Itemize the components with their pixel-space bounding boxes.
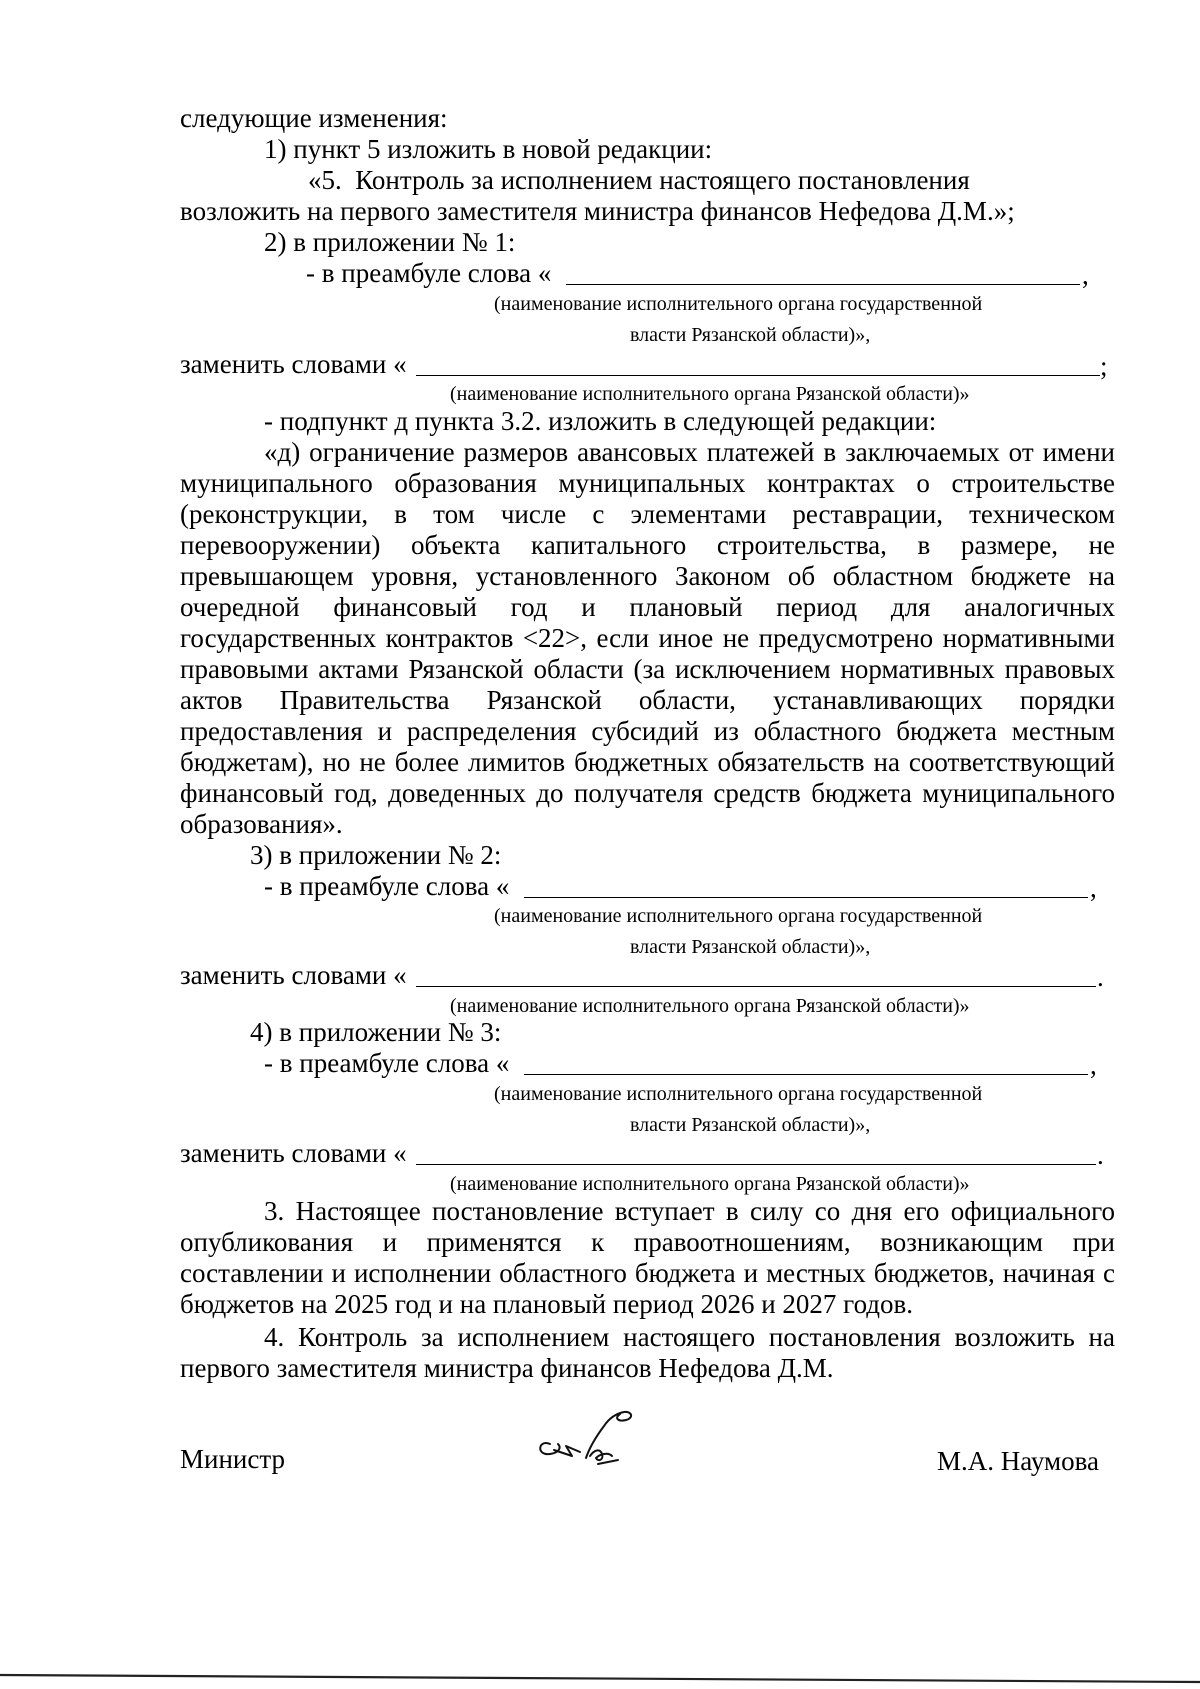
caption-exec-1: (наименование исполнительного органа Рязанской области)»	[450, 383, 970, 405]
preamble-2-comma: ,	[1090, 873, 1097, 903]
signatory-position: Министр	[180, 1444, 285, 1474]
caption-gov-3-line-1: (наименование исполнительного органа государственной	[494, 1083, 983, 1105]
caption-gov-3-line-2: власти Рязанской области)»,	[630, 1114, 871, 1136]
preamble-3-label: - в преамбуле слова «	[264, 1048, 510, 1078]
replace-2-dot: .	[1097, 962, 1104, 992]
preamble-3-comma: ,	[1090, 1050, 1097, 1080]
replace-3-dot: .	[1097, 1140, 1104, 1170]
caption-gov-1-line-1: (наименование исполнительного органа государственной	[494, 293, 983, 315]
handwritten-signature	[528, 1406, 658, 1486]
subpoint-d-heading: - подпункт д пункта 3.2. изложить в следующей редакции:	[264, 406, 937, 436]
caption-gov-1-line-2: власти Рязанской области)»,	[630, 324, 871, 346]
preamble-1-label: - в преамбуле слова «	[306, 258, 552, 288]
item-1-heading: 1) пункт 5 изложить в новой редакции:	[264, 134, 713, 164]
subpoint-d-text: «д) ограничение размеров авансовых платежей в заключаемых от имени муниципального образования муниципальных контрактах о строительстве (реконструкции, в том числе с элементами реставрации, техническом перевооружении) объекта капитального строительства, в размере, не превышающем уровня, установленного Законом об областном бюджете на очередной финансовый год и плановый период для аналогичных государственных контрактов <22>, если иное не предусмотрено нормативными правовыми актами Рязанской области (за исключением нормативных правовых актов Правительства Рязанской области, устанавливающих порядки предоставления и распределения субсидий из областного бюджета местным бюджетам), но не более лимитов бюджетных обязательств на соответствующий финансовый год, доведенных до получателя средств бюджета муниципального образования».	[180, 437, 1115, 839]
replace-3-blank-line	[416, 1164, 1096, 1165]
preamble-3-blank-line	[524, 1074, 1088, 1075]
replace-2-label: заменить словами «	[180, 960, 407, 990]
scan-border-line	[0, 1672, 1200, 1686]
signatory-name: М.А. Наумова	[937, 1446, 1099, 1476]
caption-exec-2: (наименование исполнительного органа Рязанской области)»	[450, 995, 970, 1017]
replace-2-blank-line	[416, 986, 1096, 987]
replace-3-label: заменить словами «	[180, 1138, 407, 1168]
caption-exec-3: (наименование исполнительного органа Рязанской области)»	[450, 1173, 970, 1195]
intro-line: следующие изменения:	[180, 103, 448, 133]
item-3-heading: 3) в приложении № 2:	[250, 840, 502, 870]
item-1-quote-line-1: «5. Контроль за исполнением настоящего постановления	[308, 165, 970, 195]
preamble-2-blank-line	[524, 897, 1088, 898]
caption-gov-2-line-1: (наименование исполнительного органа государственной	[494, 905, 983, 927]
paragraph-3: 3. Настоящее постановление вступает в силу со дня его официального опубликования и применятся к правоотношениям, возникающим при составлении и исполнении областного бюджета и местных бюджетов, начиная с бюджетов на 2025 год и на плановый период 2026 и 2027 годов.	[180, 1196, 1115, 1319]
replace-1-semicolon: ;	[1100, 351, 1108, 381]
preamble-1-comma: ,	[1082, 260, 1089, 290]
replace-1-label: заменить словами «	[180, 349, 407, 379]
replace-1-blank-line	[416, 375, 1100, 376]
caption-gov-2-line-2: власти Рязанской области)»,	[630, 936, 871, 958]
item-4-heading: 4) в приложении № 3:	[250, 1017, 502, 1047]
item-1-quote-line-2: возложить на первого заместителя министра финансов Нефедова Д.М.»;	[180, 196, 1015, 226]
preamble-2-label: - в преамбуле слова «	[264, 871, 510, 901]
paragraph-4: 4. Контроль за исполнением настоящего постановления возложить на первого заместителя министра финансов Нефедова Д.М.	[180, 1322, 1115, 1383]
item-2-heading: 2) в приложении № 1:	[264, 227, 516, 257]
preamble-1-blank-line	[566, 284, 1080, 285]
